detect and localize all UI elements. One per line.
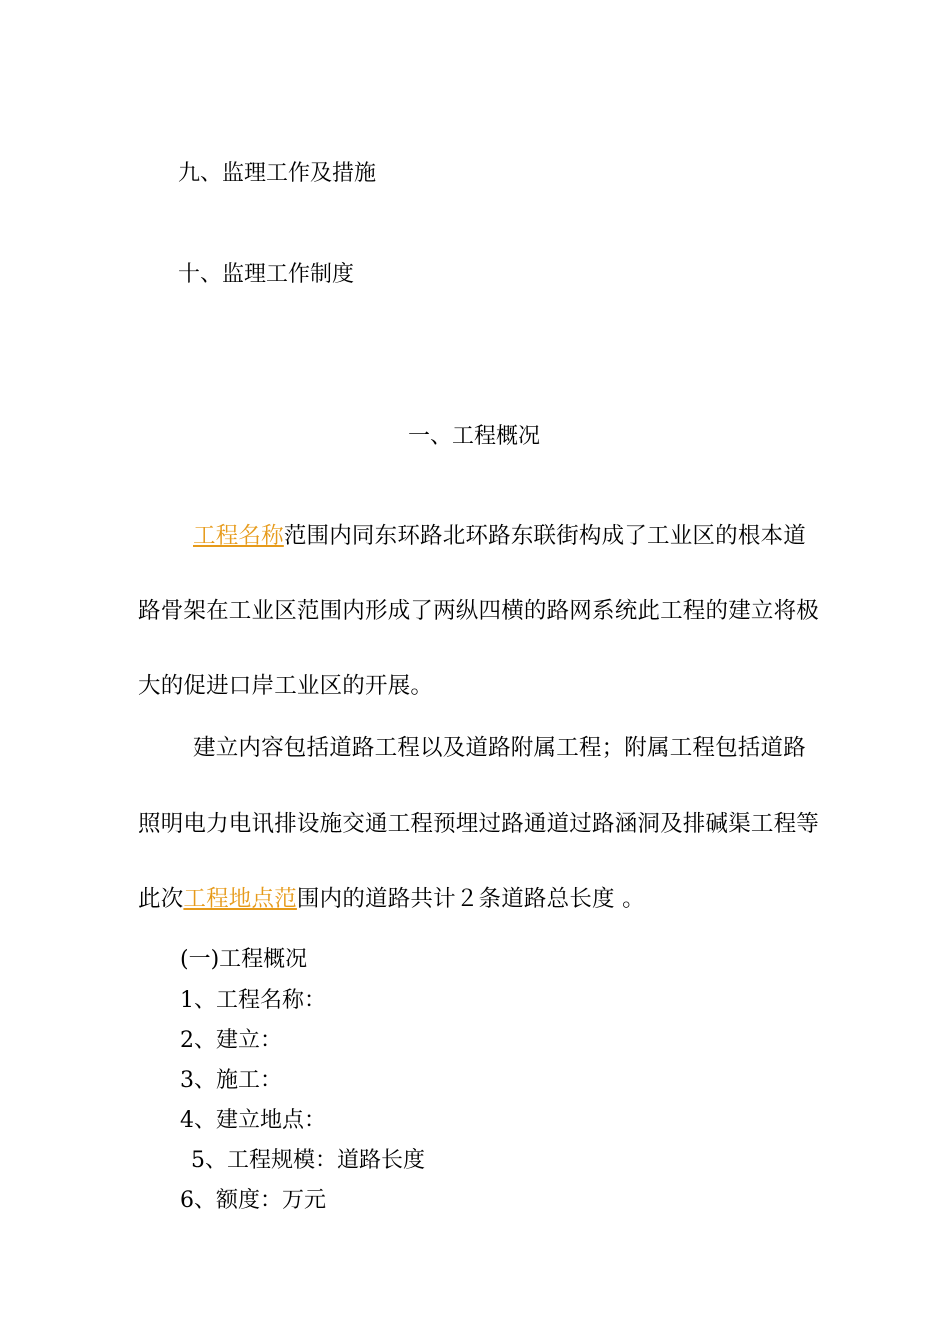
toc-item-10: 十、监理工作制度	[178, 262, 355, 287]
paragraph-2-line-2: 照明电力电讯排设施交通工程预埋过路通道过路涵洞及排碱渠工程等	[138, 811, 820, 837]
toc-item-9: 九、监理工作及措施	[178, 161, 377, 186]
project-location-link[interactable]: 工程地点范	[183, 886, 297, 912]
list-item-3: 3、施工：	[180, 1068, 282, 1093]
list-item-1: 1、工程名称：	[180, 988, 326, 1013]
list-item-5: 5、工程规模：道路长度	[191, 1148, 425, 1173]
list-item-4: 4、建立地点：	[180, 1108, 326, 1133]
paragraph-1-line-2: 路骨架在工业区范围内形成了两纵四横的路网系统此工程的建立将极	[138, 598, 820, 624]
section-title: 一、工程概况	[408, 424, 541, 449]
list-item-2: 2、建立：	[180, 1028, 282, 1053]
paragraph-2-post-text: 围内的道路共计２条道路总长度 。	[296, 886, 645, 912]
paragraph-2-pre-text: 此次	[138, 886, 184, 912]
paragraph-1-line-1	[193, 521, 806, 551]
paragraph-2-line-1: 建立内容包括道路工程以及道路附属工程；附属工程包括道路	[193, 735, 806, 761]
project-name-link[interactable]: 工程名称	[193, 523, 284, 549]
paragraph-1-text: 范围内同东环路北环路东联街构成了工业区的根本道	[283, 523, 806, 549]
list-item-6: 6、额度：万元	[180, 1188, 326, 1213]
subsection-title: (一)工程概况	[180, 947, 308, 972]
paragraph-1-line-3: 大的促进口岸工业区的开展。	[138, 673, 434, 699]
paragraph-2-line-3	[138, 884, 645, 914]
